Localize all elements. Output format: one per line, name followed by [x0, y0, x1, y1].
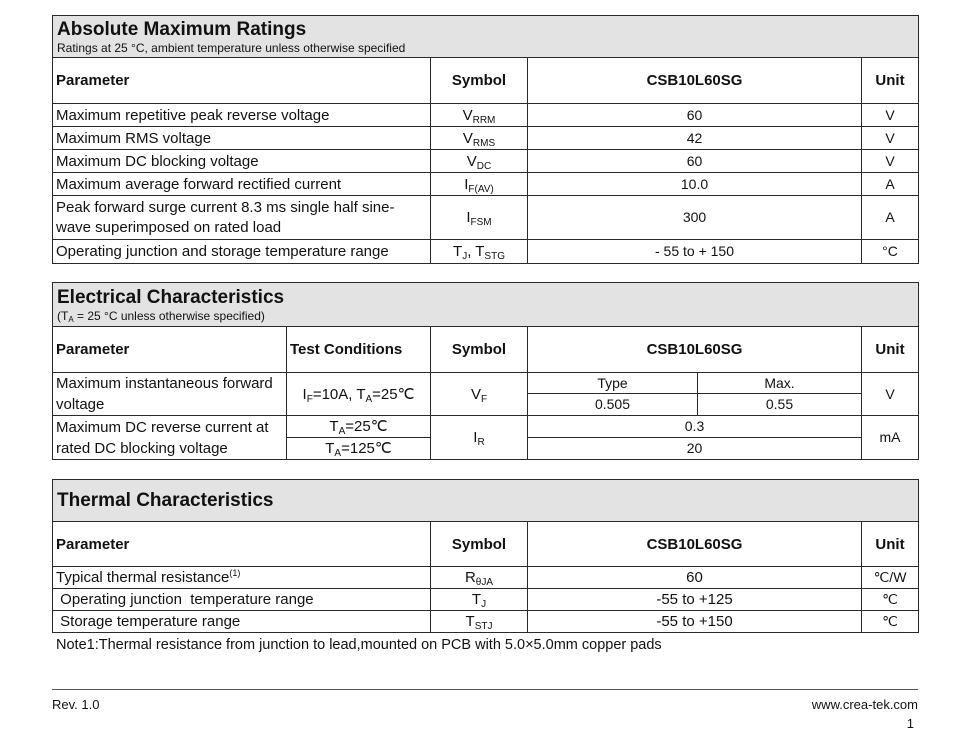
page-number: 1 — [906, 716, 914, 731]
amr-header-unit: Unit — [862, 58, 919, 104]
param-cell: Storage temperature range — [53, 611, 431, 633]
table-row — [53, 196, 919, 240]
value-cell: 0.3 — [528, 416, 862, 438]
unit-cell: A — [862, 196, 919, 240]
amr-header-parameter: Parameter — [53, 58, 431, 104]
table-row — [53, 611, 919, 633]
revision-label: Rev. 1.0 — [52, 697, 100, 712]
max-value: 0.55 — [698, 394, 862, 416]
param-cell: Maximum repetitive peak reverse voltage — [53, 104, 431, 127]
ec-header-part: CSB10L60SG — [528, 327, 862, 373]
condition-cell: $T_A=25℃$ — [287, 416, 431, 438]
table-row — [53, 173, 919, 196]
table-row — [53, 127, 919, 150]
symbol-cell: $V_{RMS}$ — [431, 127, 528, 150]
table-row — [53, 567, 919, 589]
symbol-cell: $T_{STJ}$ — [431, 611, 528, 633]
value-cell: 60 — [528, 150, 862, 173]
table-row — [53, 589, 919, 611]
param-cell: Operating junction and storage temperature range — [53, 240, 431, 264]
value-cell: 300 — [528, 196, 862, 240]
amr-subtitle: Ratings at 25 °C, ambient temperature unless otherwise specified — [57, 41, 406, 55]
unit-cell: mA — [862, 416, 919, 460]
param-cell: Maximum average forward rectified current — [53, 173, 431, 196]
table-row — [53, 240, 919, 264]
table-row — [53, 373, 919, 394]
symbol-cell: $V_F$ — [431, 373, 528, 416]
ec-subtitle: ($T_A = 25$ °C unless otherwise specified) — [57, 309, 265, 324]
table-row — [53, 150, 919, 173]
symbol-cell: $I_{F(AV)}$ — [431, 173, 528, 196]
unit-cell: V — [862, 127, 919, 150]
tc-header-parameter: Parameter — [53, 522, 431, 567]
param-cell: Maximum DC reverse current at rated DC blocking voltage — [53, 416, 287, 460]
value-cell: 20 — [528, 438, 862, 460]
max-header: Max. — [698, 373, 862, 394]
symbol-cell: $T_J$, $T_{STG}$ — [431, 240, 528, 264]
symbol-cell: $V_{RRM}$ — [431, 104, 528, 127]
ec-header-symbol: Symbol — [431, 327, 528, 373]
tc-header-unit: Unit — [862, 522, 919, 567]
param-cell: Maximum DC blocking voltage — [53, 150, 431, 173]
unit-cell: V — [862, 150, 919, 173]
unit-cell: °C — [862, 240, 919, 264]
condition-cell: $T_A=125℃$ — [287, 438, 431, 460]
value-cell: - 55 to + 150 — [528, 240, 862, 264]
symbol-cell: $I_{FSM}$ — [431, 196, 528, 240]
symbol-cell: $I_R$ — [431, 416, 528, 460]
unit-cell: V — [862, 373, 919, 416]
unit-cell: ℃/W — [862, 567, 919, 589]
thermal-note: Note1:Thermal resistance from junction to lead,mounted on PCB with 5.0×5.0mm copper pads — [56, 637, 662, 653]
value-cell: -55 to +150 — [528, 611, 862, 633]
value-cell: 10.0 — [528, 173, 862, 196]
table-row — [53, 416, 919, 438]
unit-cell: ℃ — [862, 589, 919, 611]
param-cell: Maximum RMS voltage — [53, 127, 431, 150]
website-link[interactable]: www.crea-tek.com — [811, 697, 918, 712]
tc-title-cell — [53, 480, 919, 522]
amr-title-cell — [53, 16, 919, 58]
tc-title: Thermal Characteristics — [57, 490, 274, 511]
value-cell: 60 — [528, 104, 862, 127]
ec-title: Electrical Characteristics — [57, 287, 285, 308]
thermal-characteristics-table — [52, 479, 919, 633]
param-cell: Maximum instantaneous forward voltage — [53, 373, 287, 416]
param-cell: Operating junction temperature range — [53, 589, 431, 611]
amr-title: Absolute Maximum Ratings — [57, 19, 307, 40]
value-cell: 60 — [528, 567, 862, 589]
symbol-cell: $V_{DC}$ — [431, 150, 528, 173]
type-header: Type — [528, 373, 698, 394]
value-cell: -55 to +125 — [528, 589, 862, 611]
tc-header-symbol: Symbol — [431, 522, 528, 567]
ec-header-parameter: Parameter — [53, 327, 287, 373]
symbol-cell: $T_J$ — [431, 589, 528, 611]
symbol-cell: $R_{\theta JA}$ — [431, 567, 528, 589]
value-cell: 42 — [528, 127, 862, 150]
amr-header-symbol: Symbol — [431, 58, 528, 104]
type-value: 0.505 — [528, 394, 698, 416]
param-cell: Typical thermal resistance$^{(1)}$ — [53, 567, 431, 589]
table-row — [53, 104, 919, 127]
unit-cell: V — [862, 104, 919, 127]
ec-header-conditions: Test Conditions — [287, 327, 431, 373]
unit-cell: A — [862, 173, 919, 196]
unit-cell: ℃ — [862, 611, 919, 633]
condition-cell: $I_F=10A$, $T_A=25℃$ — [287, 373, 431, 416]
footer-divider — [52, 689, 918, 690]
param-cell: Peak forward surge current 8.3 ms single half sine-wave superimposed on rated load — [53, 196, 431, 240]
ec-header-unit: Unit — [862, 327, 919, 373]
electrical-characteristics-table — [52, 282, 919, 460]
ec-title-cell — [53, 283, 919, 327]
absolute-maximum-ratings-table — [52, 15, 919, 264]
amr-header-part: CSB10L60SG — [528, 58, 862, 104]
tc-header-part: CSB10L60SG — [528, 522, 862, 567]
